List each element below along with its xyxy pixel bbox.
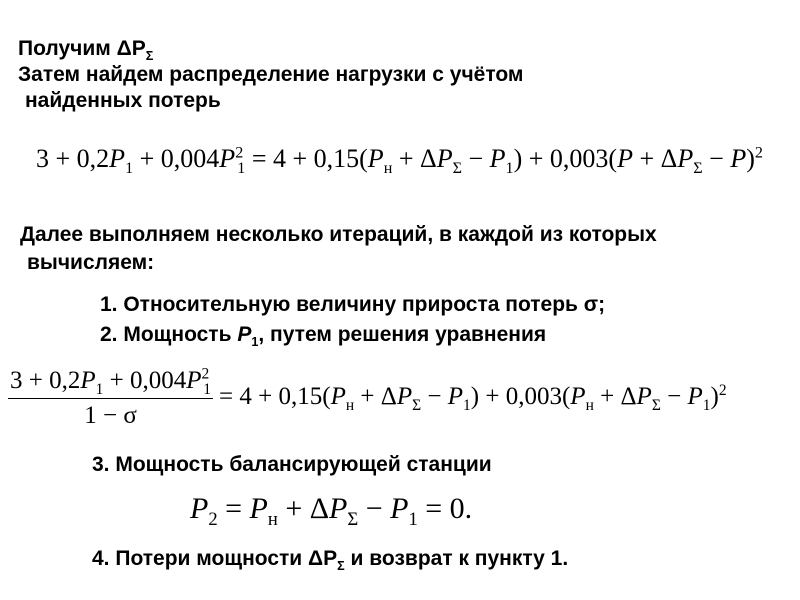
f2-pn: P: [330, 383, 346, 411]
f2-den: 1 − σ: [84, 402, 137, 429]
f3-p1: P: [390, 492, 409, 525]
f1-term-a: 3 + 0,2: [36, 144, 110, 173]
step-2-var: P: [237, 323, 252, 346]
f1-sub1: 1: [125, 160, 134, 178]
f1-term-c: = 4 + 0,15(: [245, 144, 368, 173]
f2-subn: н: [345, 397, 355, 415]
step-4-pre: 4. Потери мощности ΔP: [92, 547, 338, 570]
f3-minus: −: [358, 492, 391, 525]
f2-term-d: + Δ: [354, 383, 397, 411]
f1-sumsub: Σ: [452, 160, 462, 178]
f2-term-c: = 4 + 0,15(: [219, 383, 331, 411]
f1-term-d: + Δ: [392, 144, 437, 173]
f1-subn: н: [383, 160, 393, 178]
f1-p2: P: [617, 144, 633, 173]
f2-denominator: [8, 399, 213, 431]
f1-p1b: P: [219, 144, 236, 173]
f2-numerator: [8, 366, 213, 399]
f2-sumsub2: Σ: [651, 397, 661, 415]
f2-num-a: 3 + 0,2: [10, 367, 81, 394]
f3-p2: P: [190, 492, 209, 525]
f2-term-e: −: [421, 383, 448, 411]
then-line-2: найденных потерь: [25, 89, 221, 112]
f2-p1b: P: [687, 383, 703, 411]
f2-sumsub: Σ: [412, 397, 422, 415]
f2-term-f: ) + 0,003(: [470, 383, 571, 411]
f1-sub1c: 1: [505, 160, 514, 178]
f1-term-h: −: [702, 144, 731, 173]
f3-pn: P: [249, 492, 268, 525]
f3-sub1: 1: [408, 509, 418, 530]
step-4-sub: Σ: [337, 559, 345, 574]
f2-sub1: 1: [463, 397, 471, 415]
f1-p1: P: [109, 144, 126, 173]
next-line-1: Далее выполняем несколько итераций, в каждой из которых: [20, 223, 657, 246]
f3-plus: + Δ: [277, 492, 330, 525]
get-sum-line: [18, 36, 154, 64]
step-4: [92, 546, 569, 574]
f1-p1c: P: [489, 144, 506, 173]
f2-num-sq: 2: [201, 365, 210, 383]
formula-2: [8, 366, 727, 431]
f1-pn: P: [367, 144, 384, 173]
sum-subscript: Σ: [145, 49, 154, 64]
f2-num-sub1: 1: [95, 381, 104, 398]
f3-end: = 0.: [417, 492, 473, 525]
formula-1: [36, 144, 763, 178]
f2-subn2: н: [585, 397, 594, 415]
f1-sq1: 2: [235, 144, 244, 162]
f2-term-g: + Δ: [593, 383, 637, 411]
f1-term-f: ) + 0,003(: [513, 144, 618, 173]
f2-num-p1b: P: [186, 367, 202, 394]
f2-p1: P: [447, 383, 464, 411]
f2-num-sub1b: 1: [203, 381, 212, 398]
f1-psum2: P: [677, 144, 694, 173]
f2-psum: P: [396, 383, 413, 411]
next-line-2: вычисляем:: [27, 251, 155, 274]
f3-subn: н: [267, 509, 278, 530]
then-line-1: Затем найдем распределение нагрузки с учётом: [18, 63, 524, 86]
f2-psum2: P: [636, 383, 652, 411]
f2-pn2: P: [570, 383, 586, 411]
f1-term-g: + Δ: [632, 144, 678, 173]
f2-term-h: −: [660, 383, 688, 411]
f2-sub1b: 1: [702, 397, 711, 415]
step-2-pre: 2. Мощность: [100, 323, 238, 346]
formula-3: [190, 492, 473, 530]
f2-num-b: + 0,004: [103, 367, 187, 394]
f1-term-i: ): [746, 144, 755, 173]
step-3: 3. Мощность балансирующей станции: [92, 453, 492, 476]
step-1: 1. Относительную величину прироста потерь σ;: [100, 293, 606, 316]
get-sum-text: Получим ΔP: [18, 37, 146, 60]
f3-sub2: 2: [208, 509, 218, 530]
f3-sumsub: Σ: [347, 509, 359, 530]
f1-psum: P: [436, 144, 453, 173]
f2-fraction: [8, 366, 213, 431]
f1-sumsub2: Σ: [693, 160, 703, 178]
f2-term-i: ): [710, 383, 719, 411]
f3-eq: =: [217, 492, 250, 525]
f1-p3: P: [730, 144, 747, 173]
f1-term-e: −: [461, 144, 490, 173]
f2-num-p1: P: [80, 367, 96, 394]
f1-sq2: 2: [754, 144, 763, 162]
step-2-sub: 1: [251, 335, 259, 350]
step-2: [100, 322, 547, 350]
step-4-post: и возврат к пункту 1.: [344, 547, 569, 570]
f1-sub1b: 1: [237, 160, 246, 178]
f2-sq: 2: [718, 381, 727, 399]
f1-term-b: + 0,004: [133, 144, 220, 173]
step-2-post: , путем решения уравнения: [258, 323, 547, 346]
f3-psum: P: [329, 492, 348, 525]
